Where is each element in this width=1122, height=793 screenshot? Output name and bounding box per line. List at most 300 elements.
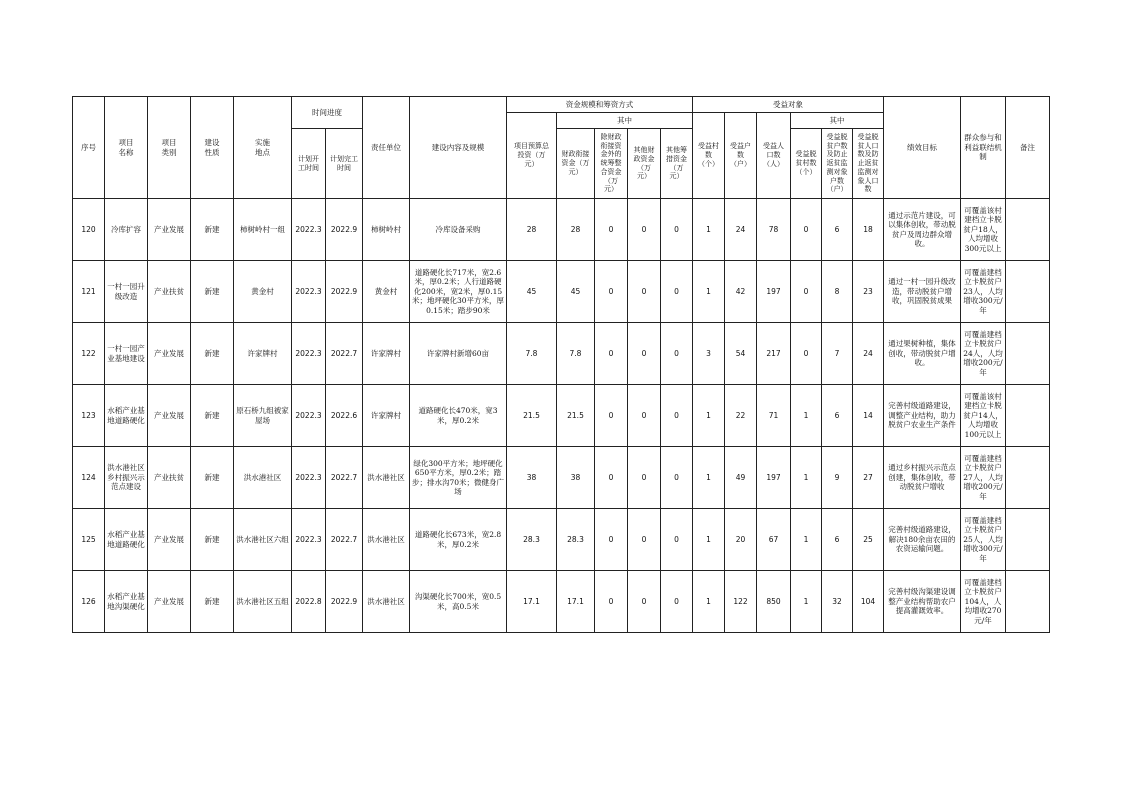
cell-other-raised [661, 261, 693, 323]
cell-text: 2022.3 [295, 534, 322, 544]
cell-text: 2022.3 [295, 348, 322, 358]
cell-text: 123 [81, 410, 96, 420]
cell-text: 1 [706, 410, 711, 420]
cell-goal [884, 261, 961, 323]
cell-location [234, 385, 292, 447]
cell-text: 0 [608, 286, 614, 296]
cell-text: 21.5 [523, 410, 540, 420]
cell-text: 通过一村一园升级改造，带动脱贫户增收，巩固脱贫成果 [888, 277, 956, 306]
cell-start [292, 571, 326, 633]
cell-poor-population [853, 261, 884, 323]
cell-goal [884, 509, 961, 571]
cell-text: 21.5 [567, 410, 584, 420]
cell-text: 1 [803, 596, 809, 606]
cell-text: 0 [674, 596, 679, 606]
cell-goal [884, 571, 961, 633]
cell-text: 洪水港社区五组 [236, 596, 289, 606]
cell-text: 洪水港社区 [367, 534, 405, 544]
col-poor-villages: 受益脱 贫村数 （个） [791, 129, 822, 199]
col-unit: 责任单位 [363, 97, 410, 199]
cell-location [234, 571, 292, 633]
cell-text: 23 [863, 286, 873, 296]
cell-other-raised [661, 323, 693, 385]
cell-nature [191, 385, 234, 447]
cell-poor-villages [791, 447, 822, 509]
cell-start [292, 447, 326, 509]
col-remark: 备注 [1006, 97, 1050, 199]
cell-text: 1 [706, 286, 711, 296]
cell-total [507, 199, 557, 261]
cell-content [410, 385, 507, 447]
cell-text: 洪水港社区 [367, 472, 405, 482]
cell-nature [191, 509, 234, 571]
cell-category [148, 323, 191, 385]
cell-text: 产业发展 [154, 534, 184, 544]
cell-total [507, 261, 557, 323]
cell-category [148, 571, 191, 633]
cell-location [234, 199, 292, 261]
cell-fiscal [557, 385, 595, 447]
cell-fiscal [557, 261, 595, 323]
col-category: 项目 类别 [148, 97, 191, 199]
cell-poor-population [853, 509, 884, 571]
cell-remark [1006, 323, 1050, 385]
cell-text: 124 [81, 472, 96, 482]
cell-villages [693, 261, 725, 323]
col-beneficiaries: 受益对象 [693, 97, 884, 113]
cell-text: 冷库扩容 [111, 224, 141, 234]
cell-text: 1 [803, 534, 809, 544]
cell-population [757, 385, 791, 447]
cell-goal [884, 385, 961, 447]
cell-text: 新建 [204, 224, 220, 234]
cell-mechanism [961, 509, 1006, 571]
cell-text: 洪水港社区乡村振兴示范点建设 [107, 463, 145, 492]
cell-text: 新建 [204, 286, 220, 296]
cell-text: 78 [768, 224, 779, 234]
cell-text: 1 [803, 472, 809, 482]
cell-text: 许家牌村新增60亩 [426, 348, 490, 358]
cell-location [234, 323, 292, 385]
cell-category [148, 447, 191, 509]
cell-unit [363, 385, 410, 447]
cell-text: 柿树岭村一组 [240, 224, 285, 234]
cell-text: 许家牌村 [371, 410, 401, 420]
cell-text: 18 [863, 224, 873, 234]
cell-text: 通过果树种植，集体创收，带动脱贫户增收。 [888, 339, 956, 368]
cell-population [757, 323, 791, 385]
cell-category [148, 509, 191, 571]
cell-population [757, 571, 791, 633]
cell-text: 6 [834, 224, 840, 234]
cell-other-fiscal [628, 261, 661, 323]
table-row [73, 509, 1050, 571]
cell-nature [191, 323, 234, 385]
cell-text: 许家牌村 [247, 348, 278, 358]
cell-text: 2022.3 [295, 286, 322, 296]
col-funds: 资金规模和筹资方式 [507, 97, 693, 113]
cell-poor-households [822, 261, 853, 323]
cell-goal [884, 323, 961, 385]
cell-nature [191, 199, 234, 261]
cell-poor-population [853, 385, 884, 447]
cell-poor-households [822, 509, 853, 571]
cell-text: 28.3 [523, 534, 540, 544]
cell-text: 柿树岭村 [371, 224, 401, 234]
cell-text: 38 [526, 472, 537, 482]
cell-integrated [595, 261, 628, 323]
cell-integrated [595, 323, 628, 385]
cell-text: 2022.9 [330, 224, 358, 234]
cell-fiscal [557, 509, 595, 571]
cell-text: 新建 [204, 534, 220, 544]
cell-text: 冷库设备采购 [435, 224, 481, 234]
cell-mechanism [961, 261, 1006, 323]
cell-total [507, 571, 557, 633]
cell-seq [73, 323, 105, 385]
cell-content [410, 571, 507, 633]
cell-text: 0 [641, 348, 647, 358]
cell-poor-villages [791, 509, 822, 571]
cell-fiscal [557, 447, 595, 509]
cell-text: 0 [674, 348, 679, 358]
cell-text: 1 [706, 596, 711, 606]
cell-text: 67 [768, 534, 779, 544]
cell-text: 道路硬化长717米，宽2.6米，厚0.2米；人行道路硬化200米，宽2米，厚0.15米；地坪硬化30平方米，厚0.15米；踏步90米 [411, 268, 505, 315]
cell-unit [363, 447, 410, 509]
cell-other-raised [661, 199, 693, 261]
cell-poor-households [822, 385, 853, 447]
cell-text: 洪水港社区 [367, 596, 405, 606]
cell-text: 0 [608, 348, 614, 358]
cell-name [105, 571, 148, 633]
cell-unit [363, 261, 410, 323]
cell-text: 2022.7 [330, 534, 358, 544]
cell-villages [693, 323, 725, 385]
cell-text: 许家牌村 [371, 348, 401, 358]
cell-end [326, 509, 363, 571]
cell-text: 2022.7 [330, 472, 358, 482]
cell-start [292, 261, 326, 323]
cell-text: 原石桥九组被家屋场 [236, 406, 289, 425]
cell-population [757, 199, 791, 261]
cell-text: 25 [863, 534, 873, 544]
cell-remark [1006, 385, 1050, 447]
cell-mechanism [961, 447, 1006, 509]
cell-poor-villages [791, 385, 822, 447]
cell-text: 产业发展 [154, 348, 184, 358]
cell-text: 0 [641, 224, 647, 234]
cell-content [410, 261, 507, 323]
cell-text: 3 [706, 348, 711, 358]
col-funds-of-which: 其中 [557, 113, 693, 129]
cell-population [757, 261, 791, 323]
cell-text: 0 [608, 472, 614, 482]
cell-text: 32 [832, 596, 842, 606]
table-row [73, 385, 1050, 447]
cell-text: 0 [608, 224, 614, 234]
cell-text: 1 [706, 534, 711, 544]
col-goal: 绩效目标 [884, 97, 961, 199]
cell-content [410, 447, 507, 509]
cell-text: 完善村级道路建设，调整产业结构，助力脱贫户农业生产条件 [888, 401, 956, 430]
cell-other-fiscal [628, 509, 661, 571]
col-other-fiscal: 其他财 政资金 （万 元） [628, 129, 661, 199]
cell-text: 完善村级沟渠建设调整产业结构帮助农户提高灌溉效率。 [888, 587, 956, 616]
cell-text: 7.8 [569, 348, 582, 358]
cell-text: 0 [641, 286, 647, 296]
table-body [73, 199, 1050, 633]
cell-poor-households [822, 199, 853, 261]
col-end: 计划完工 时间 [326, 129, 363, 199]
cell-villages [693, 385, 725, 447]
cell-text: 2022.9 [330, 286, 358, 296]
cell-other-fiscal [628, 323, 661, 385]
col-nature: 建设 性质 [191, 97, 234, 199]
cell-text: 38 [570, 472, 581, 482]
cell-other-raised [661, 447, 693, 509]
cell-other-fiscal [628, 571, 661, 633]
cell-households [725, 261, 757, 323]
cell-text: 24 [863, 348, 873, 358]
cell-text: 0 [641, 472, 647, 482]
cell-end [326, 261, 363, 323]
cell-text: 0 [674, 410, 679, 420]
col-poor-population: 受益脱 贫人口 数及防 止返贫 监测对 象人口 数 [853, 129, 884, 199]
cell-content [410, 199, 507, 261]
cell-total [507, 323, 557, 385]
cell-text: 0 [803, 286, 809, 296]
cell-text: 217 [766, 348, 781, 358]
cell-text: 水稻产业基地道路硬化 [107, 406, 145, 425]
cell-households [725, 509, 757, 571]
cell-poor-households [822, 571, 853, 633]
cell-other-raised [661, 385, 693, 447]
cell-poor-villages [791, 571, 822, 633]
cell-other-fiscal [628, 447, 661, 509]
cell-poor-population [853, 571, 884, 633]
cell-text: 2022.3 [295, 472, 322, 482]
cell-start [292, 385, 326, 447]
cell-villages [693, 199, 725, 261]
cell-goal [884, 447, 961, 509]
cell-name [105, 385, 148, 447]
cell-other-raised [661, 509, 693, 571]
cell-poor-villages [791, 261, 822, 323]
col-population: 受益人 口数 （人） [757, 113, 791, 199]
col-name: 项目 名称 [105, 97, 148, 199]
cell-start [292, 509, 326, 571]
cell-total [507, 385, 557, 447]
cell-text: 可覆盖建档立卡脱贫户25人，人均增收300元/年 [963, 516, 1003, 563]
cell-text: 一村一园产业基地建设 [107, 344, 145, 363]
cell-integrated [595, 199, 628, 261]
cell-other-fiscal [628, 199, 661, 261]
cell-households [725, 571, 757, 633]
cell-total [507, 509, 557, 571]
table-row [73, 199, 1050, 261]
cell-text: 22 [735, 410, 746, 420]
cell-text: 黄金村 [251, 286, 274, 296]
cell-goal [884, 199, 961, 261]
cell-text: 6 [834, 410, 840, 420]
cell-text: 27 [863, 472, 873, 482]
cell-end [326, 571, 363, 633]
cell-text: 新建 [204, 348, 220, 358]
cell-text: 120 [81, 224, 96, 234]
cell-text: 洪水港社区六组 [236, 534, 289, 544]
cell-text: 122 [81, 348, 96, 358]
cell-poor-villages [791, 323, 822, 385]
cell-villages [693, 509, 725, 571]
cell-mechanism [961, 385, 1006, 447]
cell-text: 2022.8 [295, 596, 322, 606]
cell-text: 850 [766, 596, 781, 606]
cell-poor-population [853, 199, 884, 261]
cell-text: 1 [803, 410, 809, 420]
table-row [73, 447, 1050, 509]
cell-fiscal [557, 199, 595, 261]
cell-text: 125 [81, 534, 96, 544]
cell-text: 28 [526, 224, 537, 234]
col-total: 项目预算总 投资（万 元） [507, 113, 557, 199]
cell-text: 产业发展 [154, 596, 184, 606]
col-seq: 序号 [73, 97, 105, 199]
cell-text: 黄金村 [374, 286, 398, 296]
cell-text: 17.1 [523, 596, 540, 606]
cell-text: 2022.9 [330, 596, 358, 606]
cell-text: 45 [526, 286, 537, 296]
col-schedule: 时间进度 [292, 97, 363, 129]
cell-text: 一村一园升级改造 [107, 282, 145, 301]
cell-name [105, 261, 148, 323]
cell-text: 可覆盖该村建档立卡脱贫户14人，人均增收100元以上 [963, 392, 1003, 439]
cell-unit [363, 323, 410, 385]
cell-households [725, 323, 757, 385]
cell-text: 0 [803, 348, 809, 358]
col-location: 实施 地点 [234, 97, 292, 199]
cell-text: 道路硬化长470米，宽3米，厚0.2米 [418, 406, 498, 425]
cell-text: 28 [570, 224, 581, 234]
cell-text: 沟渠硬化长700米，宽0.5米，高0.5米 [414, 592, 502, 611]
cell-text: 可覆盖该村建档立卡脱贫户18人，人均增收300元以上 [963, 206, 1003, 253]
cell-name [105, 323, 148, 385]
cell-households [725, 199, 757, 261]
col-other-raised: 其他筹 措资金 （万 元） [661, 129, 693, 199]
cell-text: 45 [570, 286, 581, 296]
cell-unit [363, 509, 410, 571]
cell-integrated [595, 509, 628, 571]
cell-location [234, 261, 292, 323]
cell-text: 0 [608, 596, 614, 606]
cell-text: 2022.7 [330, 348, 358, 358]
cell-text: 126 [81, 596, 96, 606]
cell-end [326, 385, 363, 447]
cell-text: 绿化300平方米；地坪硬化650平方米，厚0.2米；踏步；排水沟70米；微健身广场 [411, 458, 505, 496]
cell-category [148, 261, 191, 323]
cell-text: 产业扶贫 [154, 472, 184, 482]
cell-text: 0 [641, 596, 647, 606]
cell-text: 道路硬化长673米，宽2.8米，厚0.2米 [414, 530, 502, 549]
cell-text: 洪水港社区 [243, 472, 282, 482]
cell-text: 0 [803, 224, 809, 234]
col-households: 受益户 数 （户） [725, 113, 757, 199]
cell-location [234, 509, 292, 571]
cell-villages [693, 571, 725, 633]
cell-integrated [595, 571, 628, 633]
cell-text: 新建 [204, 596, 220, 606]
cell-nature [191, 571, 234, 633]
cell-integrated [595, 447, 628, 509]
cell-text: 8 [834, 286, 840, 296]
cell-text: 产业发展 [154, 410, 184, 420]
cell-text: 0 [674, 534, 679, 544]
cell-name [105, 199, 148, 261]
cell-text: 0 [608, 534, 614, 544]
col-beneficiaries-of-which: 其中 [791, 113, 884, 129]
cell-text: 0 [674, 224, 679, 234]
table-row [73, 261, 1050, 323]
cell-text: 可覆盖建档立卡脱贫户27人，人均增收200元/年 [963, 454, 1003, 501]
cell-text: 0 [641, 534, 647, 544]
col-fiscal: 财政衔接 资金（万 元） [557, 129, 595, 199]
cell-end [326, 447, 363, 509]
cell-text: 0 [674, 472, 679, 482]
cell-households [725, 447, 757, 509]
cell-remark [1006, 571, 1050, 633]
cell-location [234, 447, 292, 509]
cell-text: 0 [641, 410, 647, 420]
cell-text: 28.3 [567, 534, 584, 544]
cell-seq [73, 571, 105, 633]
col-poor-households: 受益脱 贫户数 及防止 返贫监 测对象 户数 （户） [822, 129, 853, 199]
cell-seq [73, 509, 105, 571]
cell-text: 可覆盖建档立卡脱贫户24人，人均增收200元/年 [963, 330, 1003, 377]
cell-remark [1006, 199, 1050, 261]
col-start: 计划开 工时间 [292, 129, 326, 199]
cell-text: 0 [608, 410, 614, 420]
cell-end [326, 323, 363, 385]
cell-text: 6 [834, 534, 840, 544]
cell-start [292, 199, 326, 261]
cell-poor-population [853, 447, 884, 509]
cell-text: 1 [706, 224, 711, 234]
cell-text: 71 [768, 410, 779, 420]
cell-text: 104 [860, 596, 876, 606]
cell-population [757, 447, 791, 509]
cell-start [292, 323, 326, 385]
cell-text: 2022.3 [295, 224, 322, 234]
cell-nature [191, 447, 234, 509]
cell-text: 7.8 [525, 348, 538, 358]
cell-text: 0 [674, 286, 679, 296]
cell-text: 9 [834, 472, 840, 482]
cell-households [725, 385, 757, 447]
cell-text: 通过示范片建设，可以集体创收，带动脱贫户及周边群众增收。 [888, 210, 956, 248]
cell-nature [191, 261, 234, 323]
cell-text: 产业扶贫 [154, 286, 184, 296]
cell-text: 完善村级道路建设，解决180余亩农田的农资运输问题。 [888, 525, 956, 554]
cell-text: 产业发展 [154, 224, 184, 234]
cell-mechanism [961, 323, 1006, 385]
cell-text: 122 [733, 596, 748, 606]
cell-text: 通过乡村振兴示范点创建，集体创收，带动脱贫户增收 [888, 463, 956, 492]
cell-seq [73, 199, 105, 261]
cell-content [410, 323, 507, 385]
cell-text: 新建 [204, 472, 220, 482]
cell-poor-population [853, 323, 884, 385]
col-content: 建设内容及规模 [410, 97, 507, 199]
